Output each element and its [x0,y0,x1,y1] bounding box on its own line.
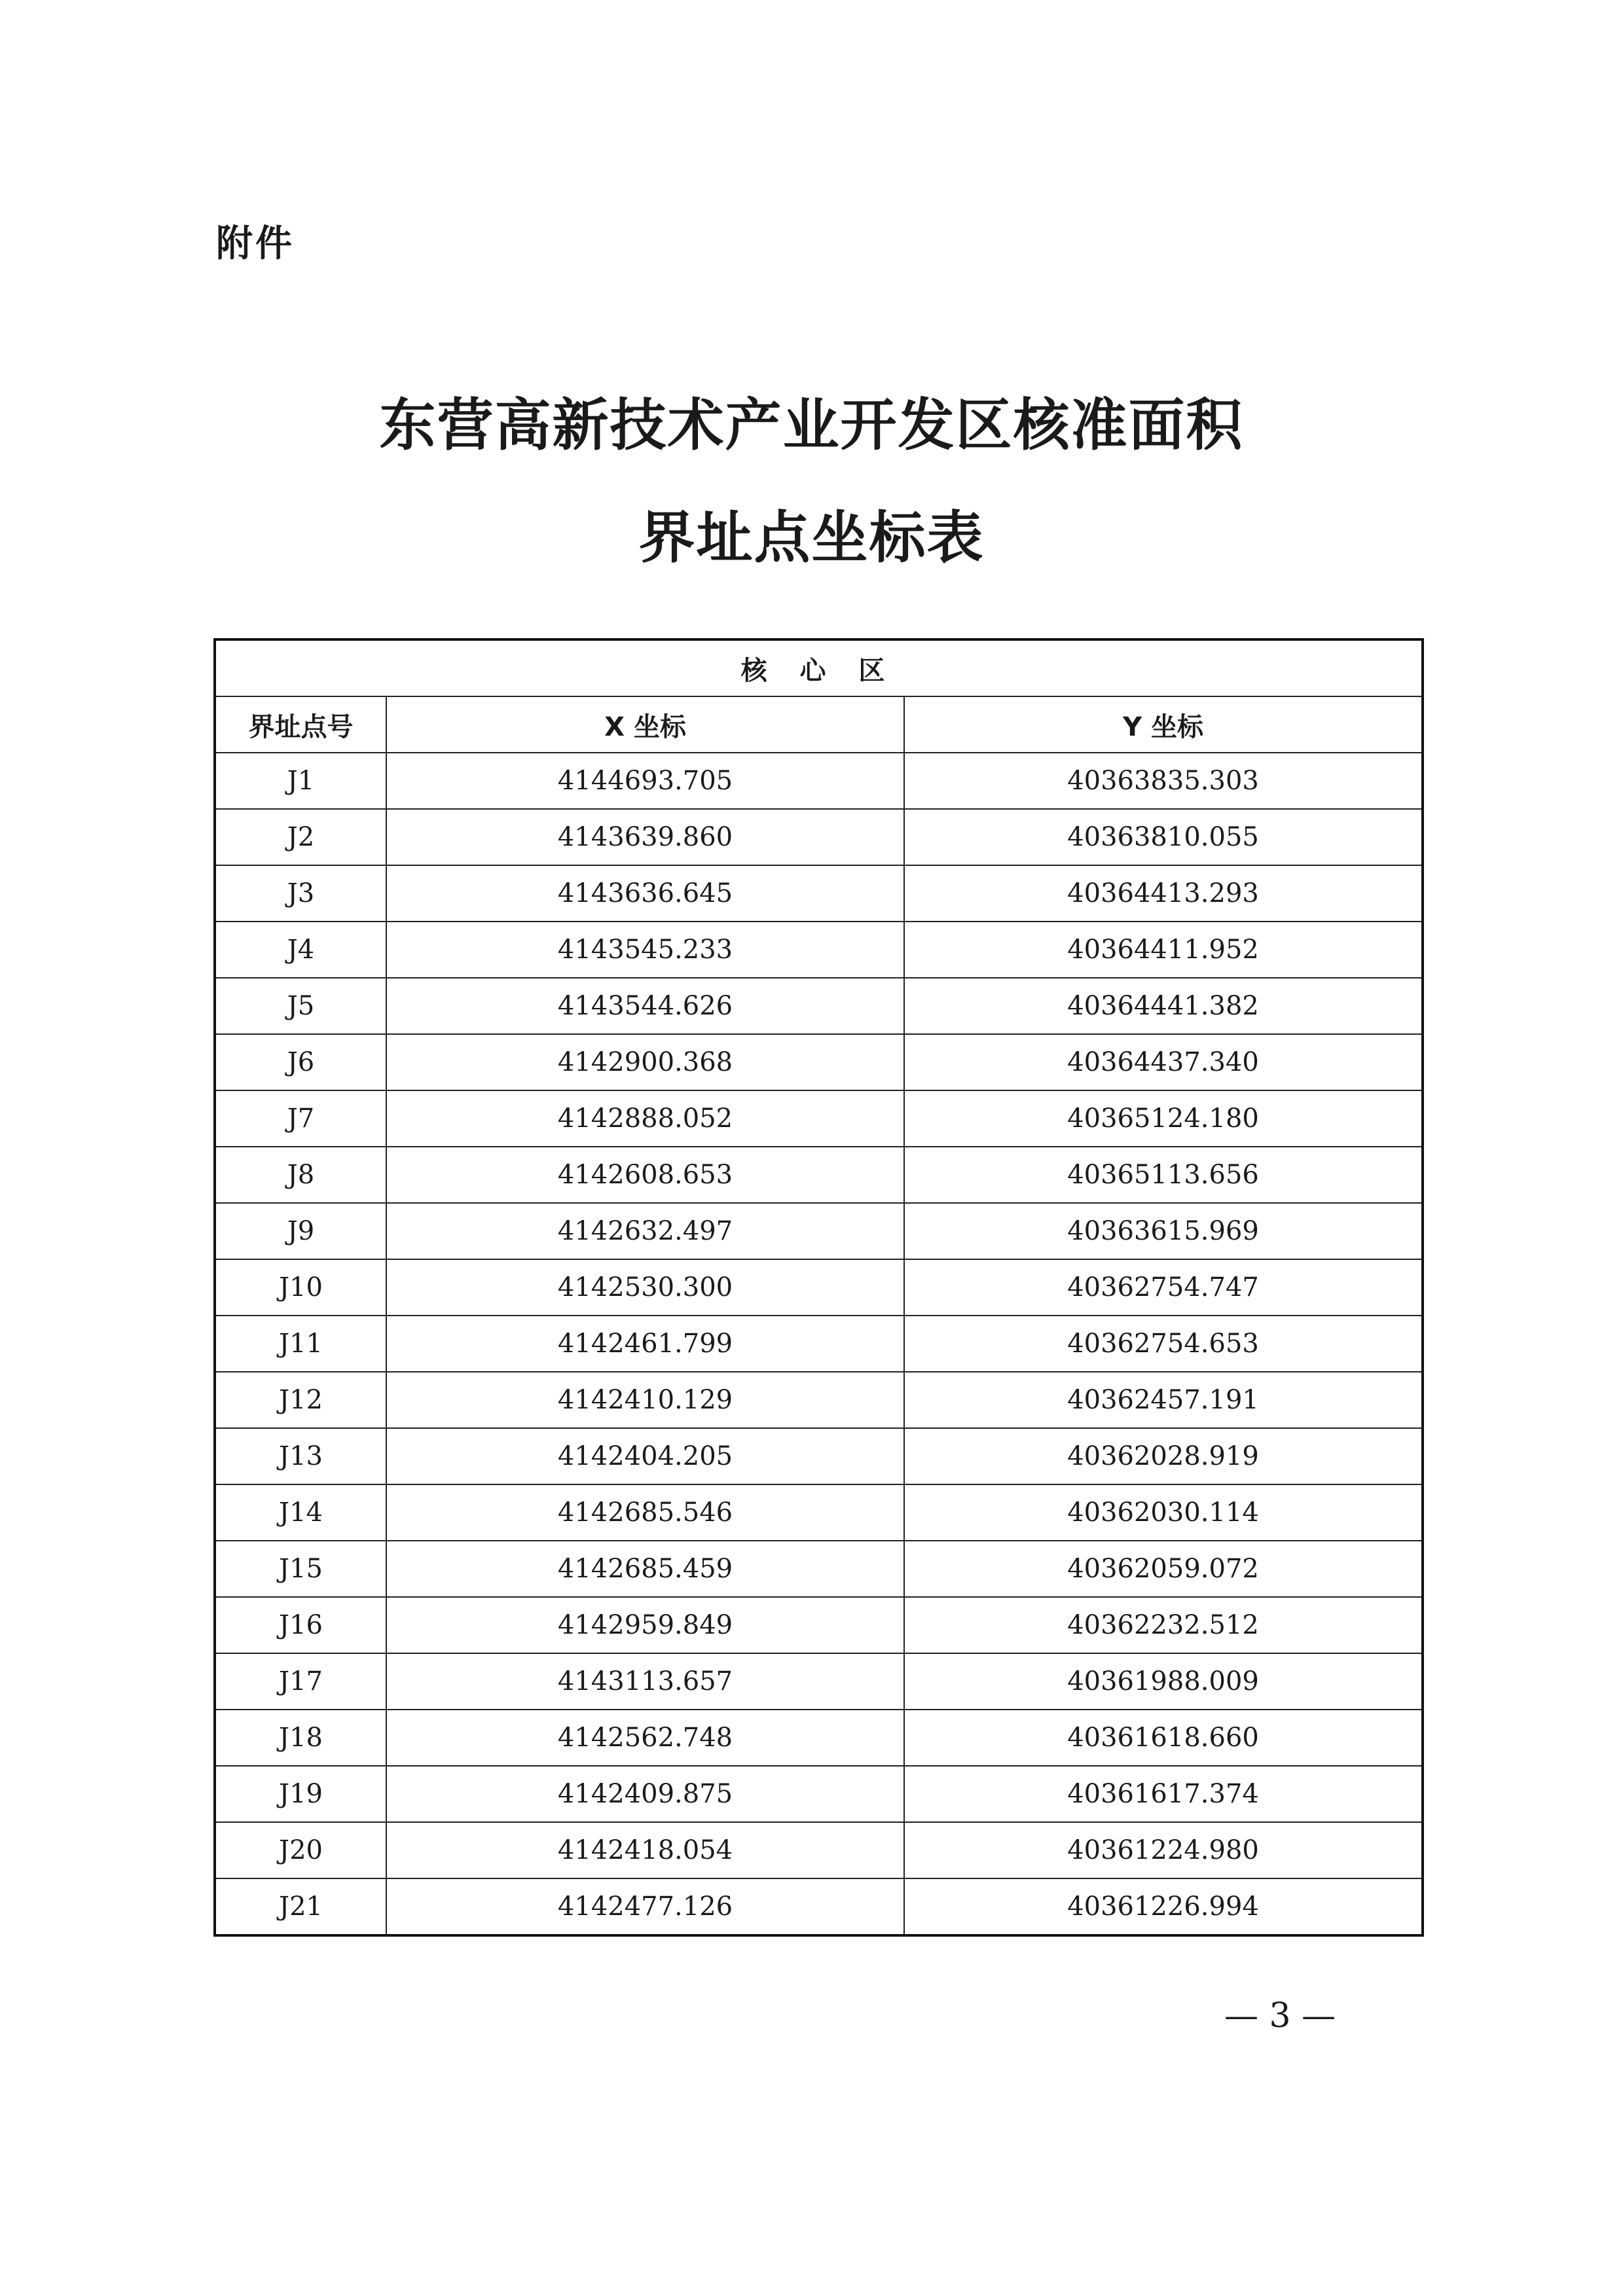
cell-x-coordinate: 4142461.799 [386,1316,904,1372]
cell-y-coordinate: 40363810.055 [904,809,1423,865]
cell-y-coordinate: 40364441.382 [904,978,1423,1034]
page-number: — 3 — [1224,1996,1336,2036]
table-row [215,1316,1423,1372]
cell-point-no: J16 [215,1597,386,1653]
cell-y-coordinate: 40364437.340 [904,1034,1423,1090]
table-row [215,1147,1423,1203]
cell-point-no: J5 [215,978,386,1034]
cell-point-no: J4 [215,922,386,978]
cell-x-coordinate: 4142410.129 [386,1372,904,1428]
column-header-y: Y 坐标 [904,696,1423,753]
cell-x-coordinate: 4142404.205 [386,1428,904,1484]
cell-x-coordinate: 4142477.126 [386,1878,904,1935]
cell-point-no: J8 [215,1147,386,1203]
table-row [215,809,1423,865]
cell-y-coordinate: 40364411.952 [904,922,1423,978]
cell-point-no: J14 [215,1484,386,1541]
table-row [215,1710,1423,1766]
cell-point-no: J2 [215,809,386,865]
cell-y-coordinate: 40363615.969 [904,1203,1423,1259]
cell-x-coordinate: 4142608.653 [386,1147,904,1203]
cell-x-coordinate: 4142418.054 [386,1822,904,1878]
cell-y-coordinate: 40362754.653 [904,1316,1423,1372]
cell-y-coordinate: 40362232.512 [904,1597,1423,1653]
table-row [215,1203,1423,1259]
cell-x-coordinate: 4144693.705 [386,753,904,809]
table-row [215,1034,1423,1090]
cell-y-coordinate: 40362457.191 [904,1372,1423,1428]
cell-point-no: J10 [215,1259,386,1316]
table-row [215,1541,1423,1597]
table-row [215,922,1423,978]
cell-point-no: J7 [215,1090,386,1147]
table-row [215,978,1423,1034]
cell-y-coordinate: 40361224.980 [904,1822,1423,1878]
cell-x-coordinate: 4142530.300 [386,1259,904,1316]
cell-point-no: J18 [215,1710,386,1766]
table-row [215,1372,1423,1428]
zone-header: 核 心 区 [215,639,1423,696]
cell-point-no: J13 [215,1428,386,1484]
cell-point-no: J3 [215,865,386,922]
table-row [215,753,1423,809]
cell-x-coordinate: 4143639.860 [386,809,904,865]
table-row [215,1428,1423,1484]
cell-x-coordinate: 4142562.748 [386,1710,904,1766]
cell-x-coordinate: 4143544.626 [386,978,904,1034]
cell-point-no: J17 [215,1653,386,1710]
table-row [215,1822,1423,1878]
cell-x-coordinate: 4142900.368 [386,1034,904,1090]
cell-y-coordinate: 40362059.072 [904,1541,1423,1597]
cell-point-no: J1 [215,753,386,809]
cell-point-no: J19 [215,1766,386,1822]
cell-y-coordinate: 40361226.994 [904,1878,1423,1935]
table-row [215,1090,1423,1147]
column-header-point-no: 界址点号 [215,696,386,753]
table-row [215,1597,1423,1653]
table-row [215,1259,1423,1316]
boundary-coordinates-table [213,638,1424,1937]
cell-x-coordinate: 4142685.546 [386,1484,904,1541]
cell-point-no: J20 [215,1822,386,1878]
cell-y-coordinate: 40362028.919 [904,1428,1423,1484]
cell-y-coordinate: 40361618.660 [904,1710,1423,1766]
table-row [215,1878,1423,1935]
cell-y-coordinate: 40363835.303 [904,753,1423,809]
column-header-x: X 坐标 [386,696,904,753]
cell-y-coordinate: 40364413.293 [904,865,1423,922]
cell-x-coordinate: 4142409.875 [386,1766,904,1822]
cell-x-coordinate: 4143113.657 [386,1653,904,1710]
table-row [215,865,1423,922]
cell-x-coordinate: 4143545.233 [386,922,904,978]
table-row [215,1653,1423,1710]
document-title-line2: 界址点坐标表 [638,505,985,571]
cell-y-coordinate: 40365124.180 [904,1090,1423,1147]
cell-y-coordinate: 40361988.009 [904,1653,1423,1710]
cell-y-coordinate: 40365113.656 [904,1147,1423,1203]
table-row [215,1766,1423,1822]
cell-x-coordinate: 4143636.645 [386,865,904,922]
cell-x-coordinate: 4142888.052 [386,1090,904,1147]
cell-point-no: J21 [215,1878,386,1935]
table-body [215,753,1423,1935]
cell-point-no: J9 [215,1203,386,1259]
cell-x-coordinate: 4142685.459 [386,1541,904,1597]
cell-x-coordinate: 4142959.849 [386,1597,904,1653]
cell-y-coordinate: 40361617.374 [904,1766,1423,1822]
cell-point-no: J12 [215,1372,386,1428]
document-title-line1: 东营高新技术产业开发区核准面积 [379,392,1244,458]
attachment-label: 附件 [216,223,295,265]
cell-point-no: J15 [215,1541,386,1597]
cell-x-coordinate: 4142632.497 [386,1203,904,1259]
cell-y-coordinate: 40362754.747 [904,1259,1423,1316]
cell-point-no: J6 [215,1034,386,1090]
table-row [215,1484,1423,1541]
cell-y-coordinate: 40362030.114 [904,1484,1423,1541]
cell-point-no: J11 [215,1316,386,1372]
